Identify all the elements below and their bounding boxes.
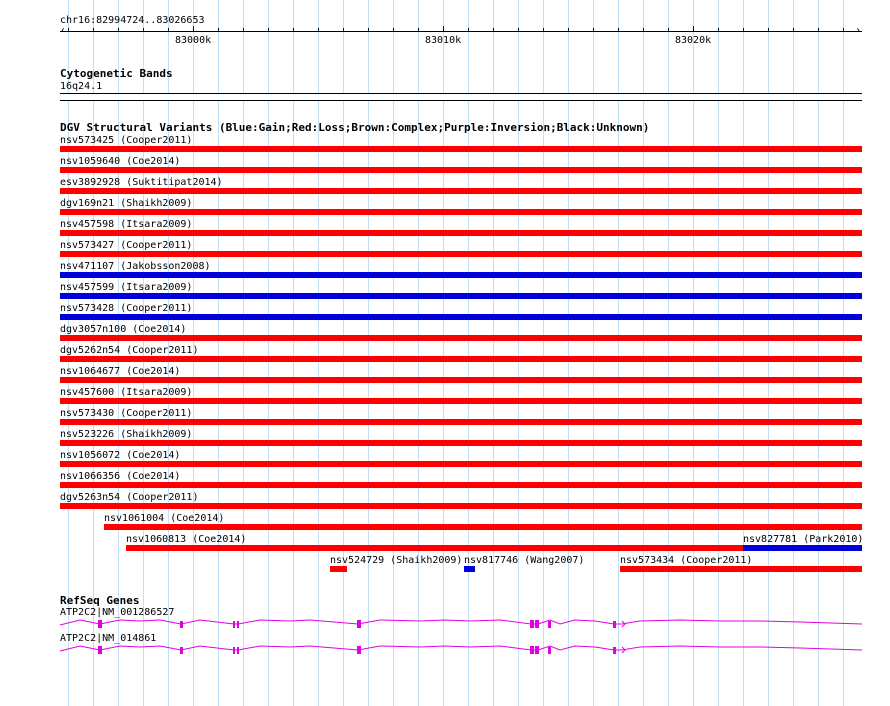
dgv-feature-label: nsv1061004 (Coe2014): [104, 513, 225, 524]
gene-label: ATP2C2|NM_014861: [60, 633, 157, 644]
dgv-feature-label: nsv457600 (Itsara2009): [60, 387, 193, 398]
dgv-feature-label: nsv1059640 (Coe2014): [60, 156, 181, 167]
dgv-feature-label: nsv573427 (Cooper2011): [60, 240, 193, 251]
cytoband-track-title: Cytogenetic Bands: [60, 67, 173, 80]
cytoband-label: 16q24.1: [60, 81, 103, 92]
dgv-feature-label: dgv5262n54 (Cooper2011): [60, 345, 199, 356]
dgv-feature-label: dgv5263n54 (Cooper2011): [60, 492, 199, 503]
dgv-feature-label: nsv471107 (Jakobsson2008): [60, 261, 211, 272]
ruler-tick-label: 83020k: [675, 35, 712, 46]
dgv-feature-label: nsv524729 (Shaikh2009): [330, 555, 463, 566]
dgv-feature-label: nsv573434 (Cooper2011): [620, 555, 753, 566]
dgv-feature-label: nsv1064677 (Coe2014): [60, 366, 181, 377]
dgv-track-title: DGV Structural Variants (Blue:Gain;Red:Loss;Brown:Complex;Purple:Inversion;Black:Unknown): [60, 121, 650, 134]
dgv-feature-label: nsv573428 (Cooper2011): [60, 303, 193, 314]
dgv-feature-label: nsv1066356 (Coe2014): [60, 471, 181, 482]
dgv-feature-label: nsv1060813 (Coe2014): [126, 534, 247, 545]
dgv-feature-label: esv3892928 (Suktitipat2014): [60, 177, 223, 188]
dgv-feature-label: nsv523226 (Shaikh2009): [60, 429, 193, 440]
dgv-feature-label: nsv573430 (Cooper2011): [60, 408, 193, 419]
ruler-right-arrow-icon: ›: [855, 25, 862, 36]
dgv-feature-label: dgv169n21 (Shaikh2009): [60, 198, 193, 209]
gene-label: ATP2C2|NM_001286527: [60, 607, 175, 618]
dgv-feature-label: nsv457598 (Itsara2009): [60, 219, 193, 230]
ruler-left-arrow-icon: ‹: [60, 25, 67, 36]
ruler-tick-label: 83000k: [175, 35, 212, 46]
dgv-feature-label: nsv457599 (Itsara2009): [60, 282, 193, 293]
dgv-feature-label: nsv827781 (Park2010): [743, 534, 864, 545]
dgv-feature-label: nsv1056072 (Coe2014): [60, 450, 181, 461]
dgv-feature-label: nsv573425 (Cooper2011): [60, 135, 193, 146]
ruler-region-label: chr16:82994724..83026653: [60, 15, 205, 26]
ruler-tick-label: 83010k: [425, 35, 462, 46]
refseq-track-title: RefSeq Genes: [60, 594, 140, 607]
dgv-feature-label: nsv817746 (Wang2007): [464, 555, 585, 566]
dgv-feature-label: dgv3057n100 (Coe2014): [60, 324, 187, 335]
